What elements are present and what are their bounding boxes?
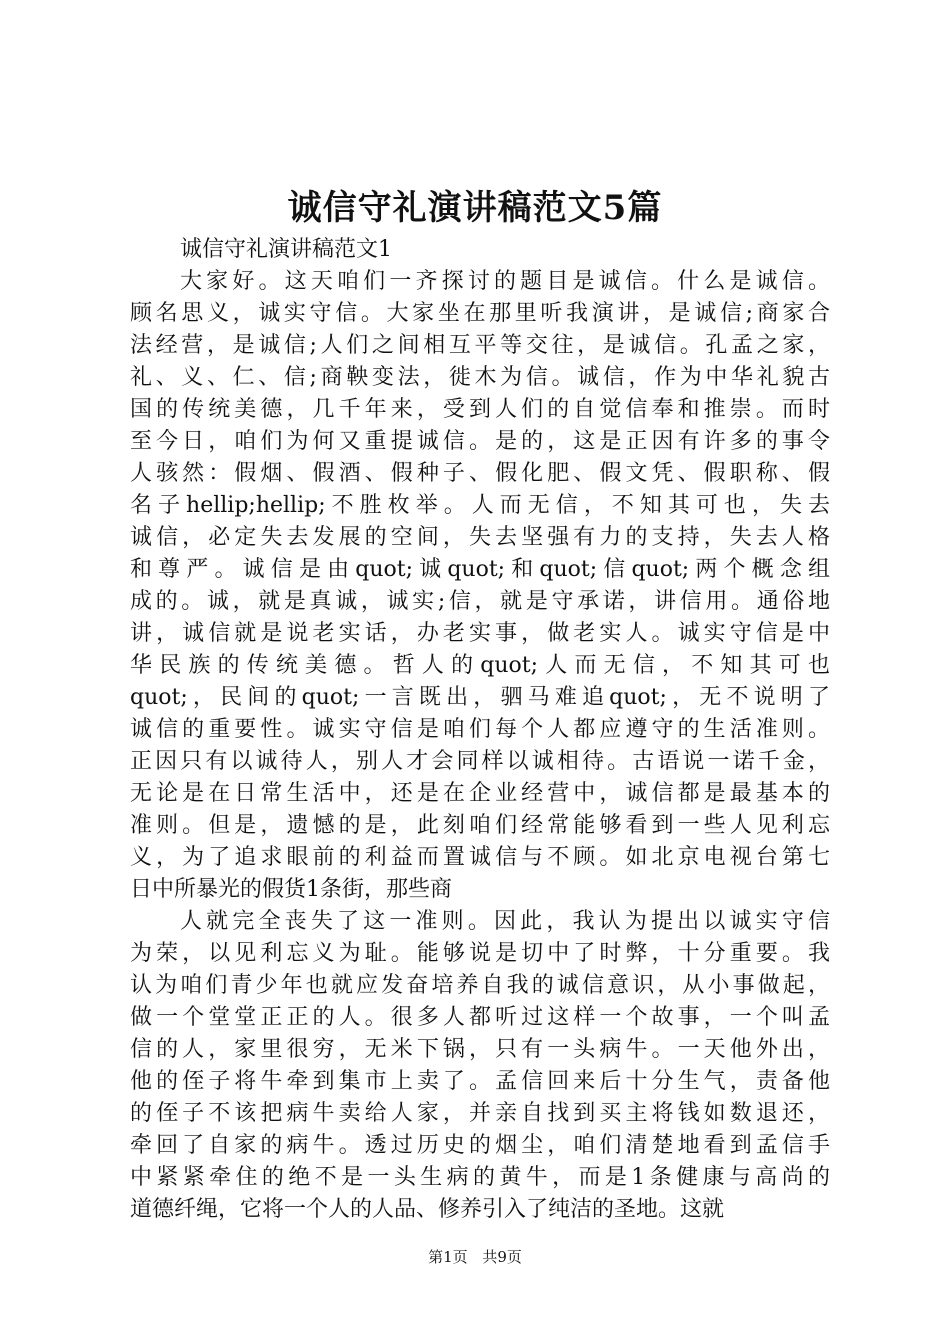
text-line: 认为咱们青少年也就应发奋培养自我的诚信意识，从小事做起， bbox=[130, 973, 830, 998]
text-line: 道德纤绳，它将一个人的人品、修养引入了纯洁的圣地。这就 bbox=[130, 1197, 725, 1222]
text-line: 义，为了追求眼前的利益而置诚信与不顾。如北京电视台第七 bbox=[130, 845, 830, 870]
text-line: 顾名思义，诚实守信。大家坐在那里听我演讲，是诚信;商家合 bbox=[130, 301, 830, 326]
text-line: 无论是在日常生活中，还是在企业经营中，诚信都是最基本的 bbox=[130, 781, 830, 806]
text-line: 的侄子不该把病牛卖给人家，并亲自找到买主将钱如数退还， bbox=[130, 1101, 830, 1126]
text-line: 至今日，咱们为何又重提诚信。是的，这是正因有许多的事令 bbox=[130, 429, 830, 454]
document-title: 诚信守礼演讲稿范文5篇 bbox=[287, 188, 663, 228]
paragraph bbox=[130, 266, 830, 906]
text-line: 讲，诚信就是说老实话，办老实事，做老实人。诚实守信是中 bbox=[130, 621, 830, 646]
text-line: 准则。但是，遗憾的是，此刻咱们经常能够看到一些人见利忘 bbox=[130, 813, 830, 838]
paragraph bbox=[130, 906, 830, 1226]
page-number: 第1页 bbox=[428, 1248, 468, 1266]
text-line: 信的人，家里很穷，无米下锅，只有一头病牛。一天他外出， bbox=[130, 1037, 830, 1062]
text-line: 和尊严。诚信是由quot;诚quot;和quot;信quot;两个概念组 bbox=[130, 557, 830, 582]
text-line: 法经营，是诚信;人们之间相互平等交往，是诚信。孔孟之家， bbox=[130, 333, 830, 358]
text-line: 成的。诚，就是真诚，诚实;信，就是守承诺，讲信用。通俗地 bbox=[130, 589, 830, 614]
text-line: 诚信，必定失去发展的空间，失去坚强有力的支持，失去人格 bbox=[130, 525, 830, 550]
text-line: 他的侄子将牛牵到集市上卖了。孟信回来后十分生气，责备他 bbox=[130, 1069, 830, 1094]
text-line: 做一个堂堂正正的人。很多人都听过这样一个故事，一个叫孟 bbox=[130, 1005, 830, 1030]
paragraph-container bbox=[130, 266, 830, 1226]
text-line: 正因只有以诚待人，别人才会同样以诚相待。古语说一诺千金， bbox=[130, 749, 830, 774]
page-total: 共9页 bbox=[482, 1248, 522, 1266]
text-line: 人就完全丧失了这一准则。因此，我认为提出以诚实守信 bbox=[180, 909, 830, 934]
text-line: 牵回了自家的病牛。透过历史的烟尘，咱们清楚地看到孟信手 bbox=[130, 1133, 830, 1158]
text-line: quot;，民间的quot;一言既出，驷马难追quot;，无不说明了 bbox=[130, 685, 830, 710]
text-line: 华民族的传统美德。哲人的quot;人而无信，不知其可也 bbox=[130, 653, 830, 678]
text-line: 日中所暴光的假货1条街，那些商 bbox=[130, 877, 452, 902]
text-line: 大家好。这天咱们一齐探讨的题目是诚信。什么是诚信。 bbox=[180, 269, 830, 294]
text-line: 国的传统美德，几千年来，受到人们的自觉信奉和推崇。而时 bbox=[130, 397, 830, 422]
text-line: 人骇然：假烟、假酒、假种子、假化肥、假文凭、假职称、假 bbox=[130, 461, 830, 486]
document-body bbox=[130, 234, 830, 1226]
page-footer bbox=[0, 1247, 950, 1267]
text-line: 中紧紧牵住的绝不是一头生病的黄牛，而是1条健康与高尚的 bbox=[130, 1165, 830, 1190]
text-line: 诚信的重要性。诚实守信是咱们每个人都应遵守的生活准则。 bbox=[130, 717, 830, 742]
text-line: 名子hellip;hellip;不胜枚举。人而无信，不知其可也，失去 bbox=[130, 493, 830, 518]
text-line: 礼、义、仁、信;商鞅变法，徙木为信。诚信，作为中华礼貌古 bbox=[130, 365, 830, 390]
section-heading: 诚信守礼演讲稿范文1 bbox=[180, 237, 392, 262]
text-line: 为荣，以见利忘义为耻。能够说是切中了时弊，十分重要。我 bbox=[130, 941, 830, 966]
